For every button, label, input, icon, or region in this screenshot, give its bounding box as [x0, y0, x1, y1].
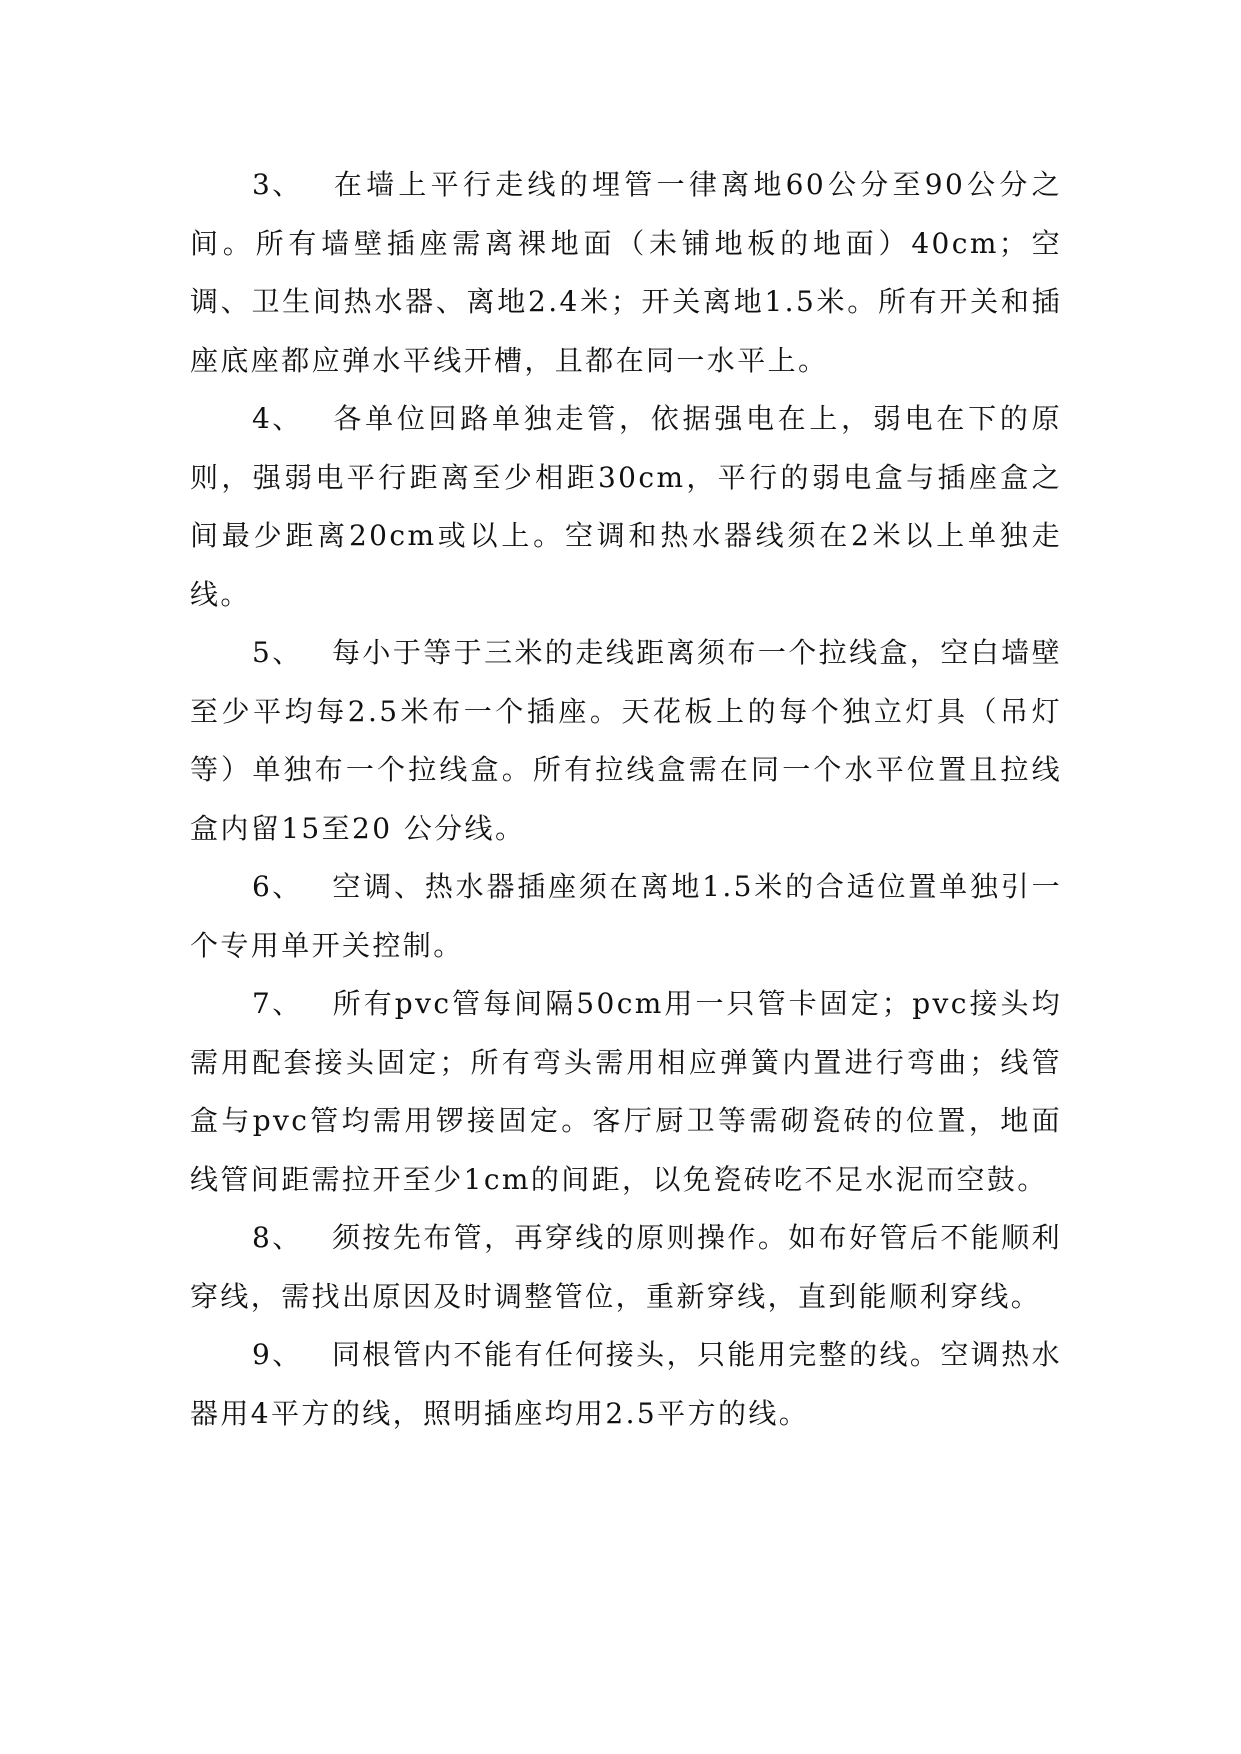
paragraph-number: 7、: [252, 987, 303, 1020]
paragraph-text: 各单位回路单独走管，依据强电在上，弱电在下的原则，强弱电平行距离至少相距30cm，平行的弱电盒与插座盒之间最少距离20cm或以上。空调和热水器线须在2米以上单独走线。: [190, 402, 1062, 611]
paragraph-4: [190, 390, 1062, 624]
paragraph-number: 5、: [252, 636, 303, 669]
paragraph-number: 8、: [252, 1221, 303, 1254]
paragraph-number: 9、: [252, 1338, 303, 1371]
paragraph-number: 6、: [252, 870, 303, 903]
paragraph-5: [190, 624, 1062, 858]
paragraph-6: [190, 858, 1062, 975]
paragraph-9: [190, 1326, 1062, 1443]
paragraph-number: 3、: [252, 168, 303, 201]
paragraph-7: [190, 975, 1062, 1209]
paragraph-text: 同根管内不能有任何接头，只能用完整的线。空调热水器用4平方的线，照明插座均用2.5平方的线。: [190, 1338, 1062, 1430]
paragraph-text: 空调、热水器插座须在离地1.5米的合适位置单独引一个专用单开关控制。: [190, 870, 1062, 962]
paragraph-text: 在墙上平行走线的埋管一律离地60公分至90公分之间。所有墙壁插座需离裸地面（未铺地板的地面）40cm；空调、卫生间热水器、离地2.4米；开关离地1.5米。所有开关和插座底座都应弹水平线开槽，且都在同一水平上。: [190, 168, 1062, 377]
paragraph-3: [190, 156, 1062, 390]
paragraph-text: 每小于等于三米的走线距离须布一个拉线盒，空白墙壁至少平均每2.5米布一个插座。天花板上的每个独立灯具（吊灯等）单独布一个拉线盒。所有拉线盒需在同一个水平位置且拉线盒内留15至20 公分线。: [190, 636, 1062, 845]
document-body: [190, 156, 1062, 1443]
paragraph-8: [190, 1209, 1062, 1326]
paragraph-number: 4、: [252, 402, 303, 435]
paragraph-text: 所有pvc管每间隔50cm用一只管卡固定；pvc接头均需用配套接头固定；所有弯头需用相应弹簧内置进行弯曲；线管盒与pvc管均需用锣接固定。客厅厨卫等需砌瓷砖的位置，地面线管间距需拉开至少1cm的间距，以免瓷砖吃不足水泥而空鼓。: [190, 987, 1062, 1196]
paragraph-text: 须按先布管，再穿线的原则操作。如布好管后不能顺利穿线，需找出原因及时调整管位，重新穿线，直到能顺利穿线。: [190, 1221, 1062, 1313]
